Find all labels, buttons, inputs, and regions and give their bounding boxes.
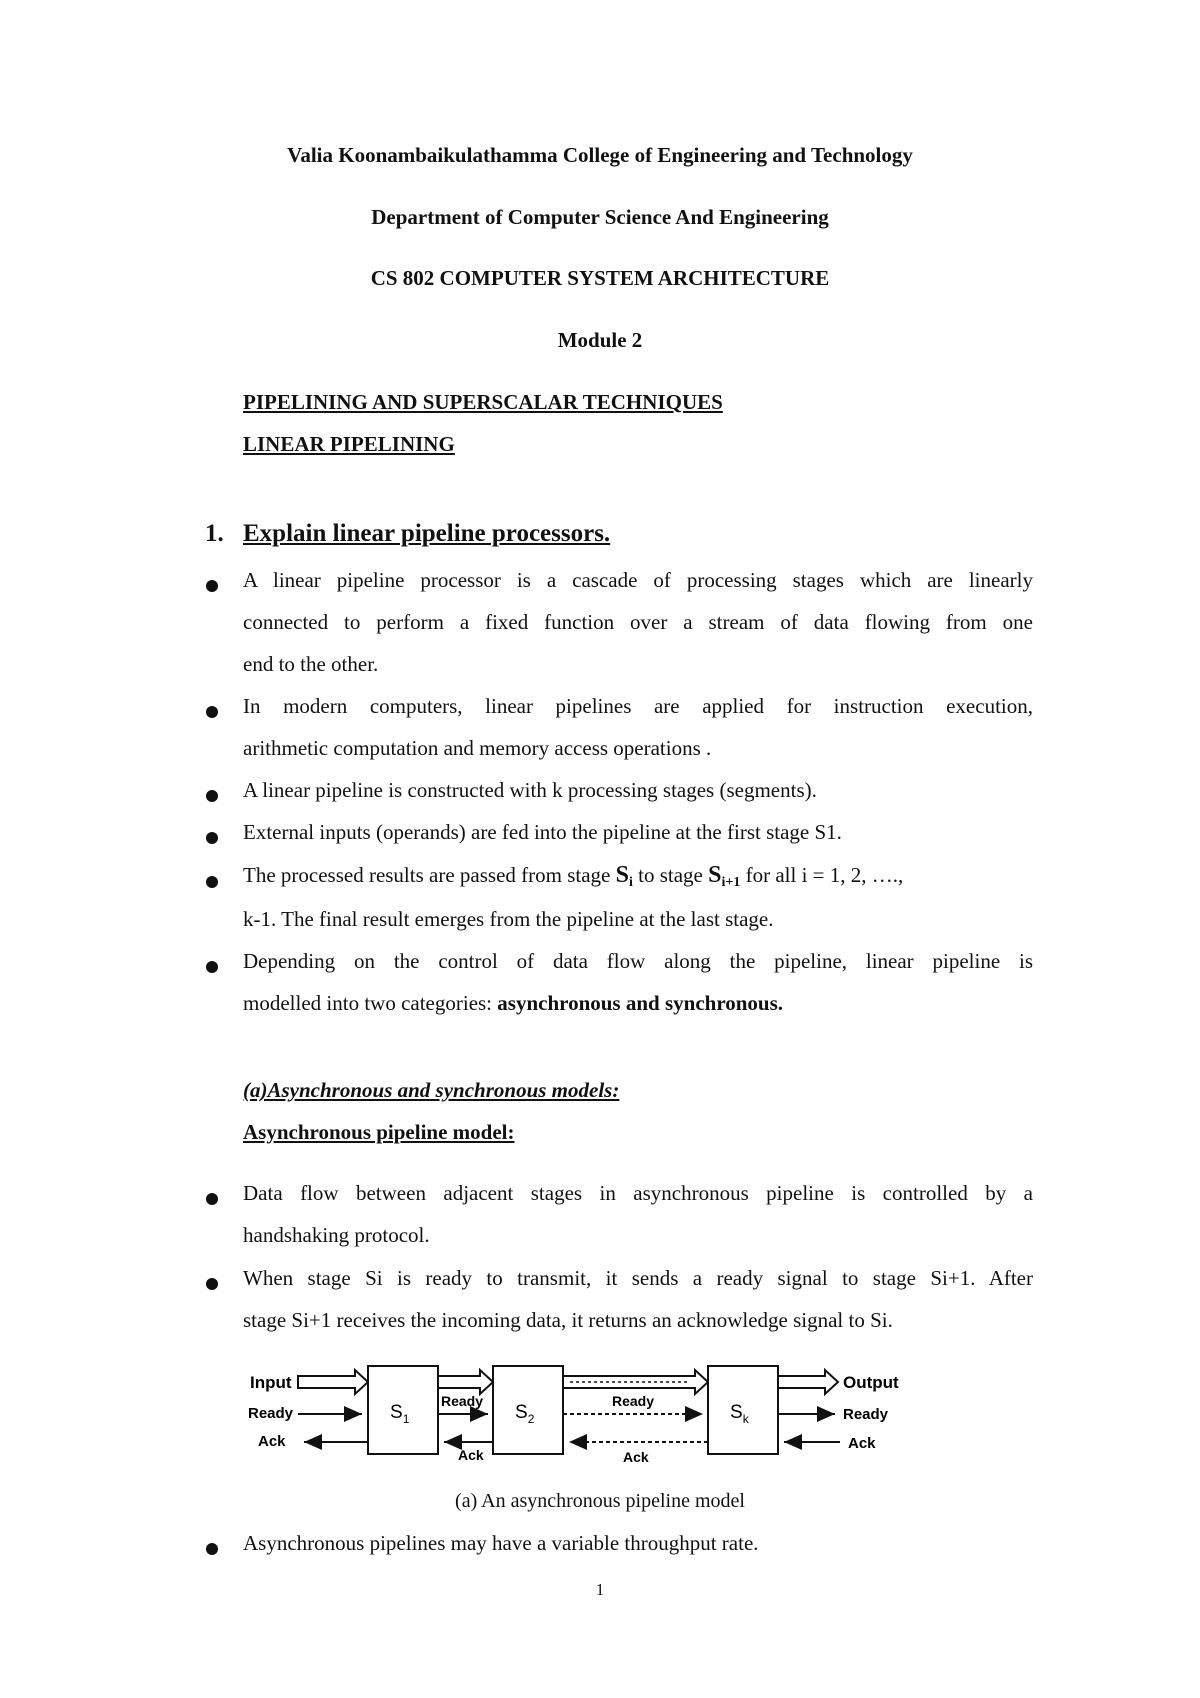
paragraph-line: Asynchronous pipelines may have a variable throughput rate. bbox=[243, 1531, 759, 1555]
ready-label-left: Ready bbox=[248, 1405, 294, 1422]
stage-s1-label: $S_1$ bbox=[390, 1402, 410, 1426]
paragraph-line: The processed results are passed from stage Si to stage Si+1 for all i = 1, 2, …., bbox=[243, 862, 904, 890]
course-title: CS 802 COMPUTER SYSTEM ARCHITECTURE bbox=[370, 266, 830, 290]
bullet-dot bbox=[206, 706, 218, 718]
bullet-dot bbox=[206, 876, 218, 888]
module-label: Module 2 bbox=[557, 328, 643, 352]
ready-label: Ready bbox=[612, 1393, 655, 1409]
question-text: Explain linear pipeline processors. bbox=[243, 520, 611, 547]
output-arrow bbox=[778, 1370, 838, 1394]
paragraph-line: stage Si+1 receives the incoming data, it returns an acknowledge signal to Si. bbox=[243, 1308, 893, 1332]
async-heading: Asynchronous pipeline model: bbox=[243, 1120, 515, 1144]
paragraph-line: k-1. The final result emerges from the pipeline at the last stage. bbox=[243, 907, 774, 931]
topic-heading: PIPELINING AND SUPERSCALAR TECHNIQUES bbox=[243, 390, 723, 414]
paragraph-line: connected to perform a fixed function over a stream of data flowing from one bbox=[243, 610, 1033, 634]
paragraph-line: In modern computers, linear pipelines are applied for instruction execution, bbox=[243, 694, 1033, 718]
bullet-dot bbox=[206, 1278, 218, 1290]
ack-label-right: Ack bbox=[848, 1435, 876, 1452]
stage-s2 bbox=[493, 1366, 563, 1454]
diagram-caption: (a) An asynchronous pipeline model bbox=[455, 1490, 745, 1512]
bullet-dot bbox=[206, 1193, 218, 1205]
bullet-dot bbox=[206, 832, 218, 844]
paragraph-line: A linear pipeline processor is a cascade of processing stages which are linearly bbox=[243, 568, 1033, 592]
stage-sk bbox=[708, 1366, 778, 1454]
paragraph-line: modelled into two categories: asynchronous and synchronous. bbox=[243, 991, 784, 1015]
ack-label-left: Ack bbox=[258, 1433, 286, 1450]
models-heading: (a)Asynchronous and synchronous models: bbox=[243, 1078, 620, 1102]
paragraph-line: Data flow between adjacent stages in asynchronous pipeline is controlled by a bbox=[243, 1181, 1033, 1205]
bullet-dot bbox=[206, 961, 218, 973]
paragraph-line: Depending on the control of data flow along the pipeline, linear pipeline is bbox=[243, 949, 1033, 973]
async-pipeline-diagram bbox=[240, 1360, 940, 1485]
bullet-dot bbox=[206, 1543, 218, 1555]
bullet-dot bbox=[206, 790, 218, 802]
stage-sk-label: $S_k$ bbox=[730, 1402, 749, 1426]
paragraph-line: External inputs (operands) are fed into the pipeline at the first stage S1. bbox=[243, 820, 842, 844]
input-label: Input bbox=[250, 1373, 292, 1392]
paragraph-line: handshaking protocol. bbox=[243, 1223, 430, 1247]
subtopic-heading: LINEAR PIPELINING bbox=[243, 432, 455, 456]
stage-s2-label: $S_2$ bbox=[515, 1402, 535, 1426]
ready-label-right: Ready bbox=[843, 1406, 889, 1423]
ack-label: Ack bbox=[623, 1449, 649, 1465]
question-number: 1. bbox=[205, 520, 224, 547]
bullet-dot bbox=[206, 580, 218, 592]
paragraph-line: arithmetic computation and memory access operations . bbox=[243, 736, 712, 760]
ready-label: Ready bbox=[441, 1393, 484, 1409]
paragraph-line: A linear pipeline is constructed with k processing stages (segments). bbox=[243, 778, 817, 802]
input-arrow bbox=[298, 1370, 368, 1394]
paragraph-line: end to the other. bbox=[243, 652, 379, 676]
paragraph-line: When stage Si is ready to transmit, it sends a ready signal to stage Si+1. After bbox=[243, 1266, 1033, 1290]
department-name: Department of Computer Science And Engineering bbox=[371, 205, 829, 229]
output-label: Output bbox=[843, 1373, 899, 1392]
stage-s1 bbox=[368, 1366, 438, 1454]
data-arrow bbox=[438, 1370, 493, 1394]
page-number: 1 bbox=[595, 1580, 605, 1599]
college-name: Valia Koonambaikulathamma College of Engineering and Technology bbox=[287, 143, 913, 167]
ack-label: Ack bbox=[458, 1447, 484, 1463]
